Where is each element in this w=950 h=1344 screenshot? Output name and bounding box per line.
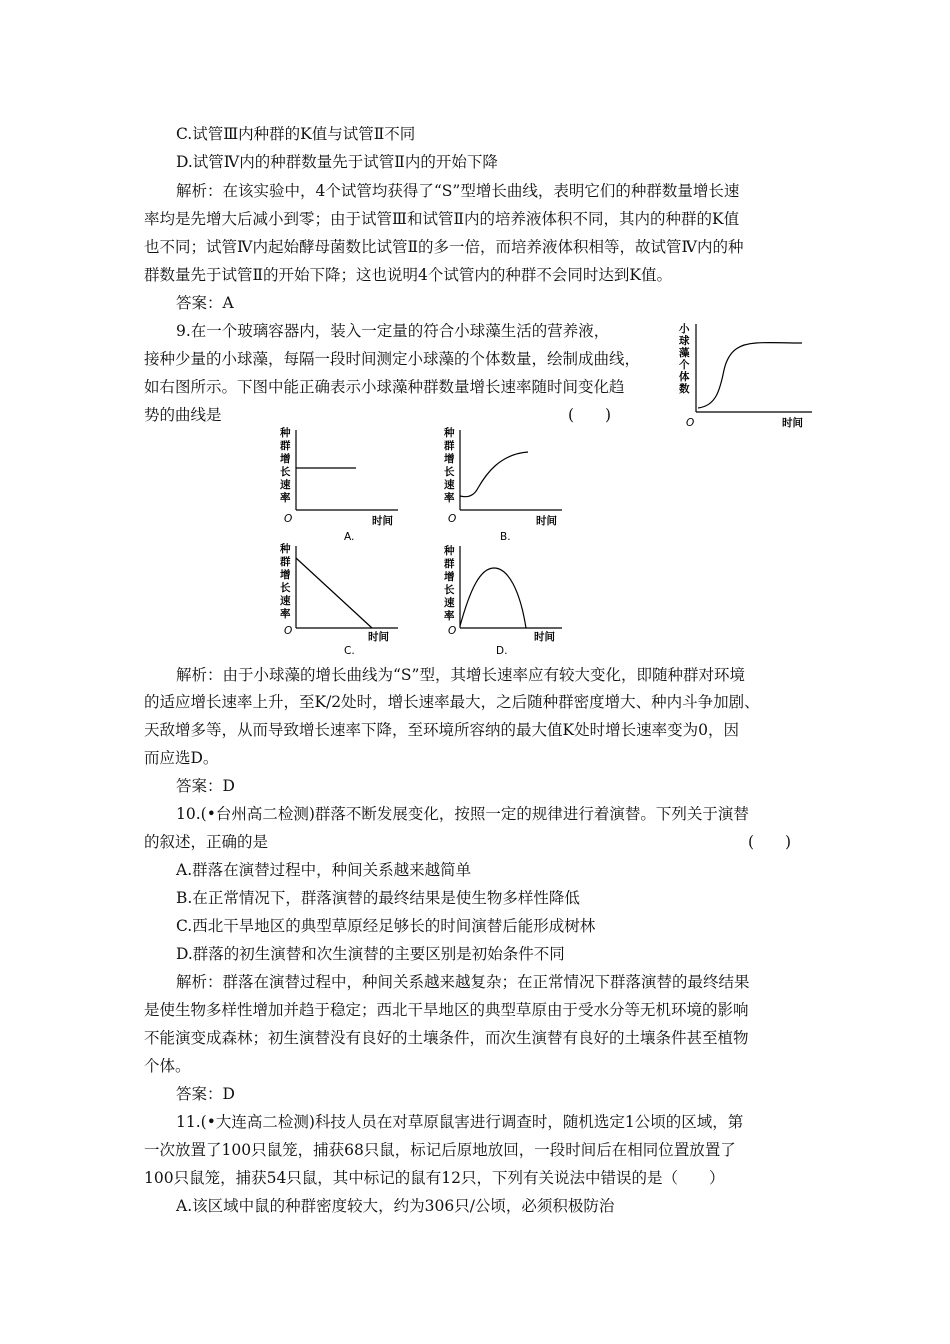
ylabel-char: 速 (444, 597, 455, 609)
q9-analysis-line: 的适应增长速率上升，至K/2处时，增长速率最大，之后随种群密度增大、种内斗争加剧、 (144, 693, 760, 711)
xaxis-label: 时间 (372, 515, 393, 527)
xaxis-label: 时间 (534, 631, 555, 643)
q8-analysis-line: 率均是先增大后减小到零；由于试管Ⅲ和试管Ⅱ内的培养液体积不同，其内的种群的K值 (144, 210, 740, 228)
q8-analysis-line: 群数量先于试管Ⅱ的开始下降；这也说明4个试管内的种群不会同时达到K值。 (144, 266, 672, 284)
ylabel-char: 群 (444, 440, 455, 452)
q8-option-c: C.试管Ⅲ内种群的K值与试管Ⅱ不同 (176, 125, 416, 143)
ylabel-char: 速 (444, 479, 455, 491)
xaxis-label: 时间 (368, 631, 389, 643)
origin-label: O (448, 625, 457, 637)
q8-analysis-line: 解析：在该实验中，4个试管均获得了“S”型增长曲线，表明它们的种群数量增长速 (176, 182, 740, 200)
ylabel-char: 球 (679, 335, 690, 347)
ylabel-char: 增 (444, 453, 455, 465)
q10-option: B.在正常情况下，群落演替的最终结果是使生物多样性降低 (176, 889, 580, 907)
declining-line (296, 558, 372, 628)
q11-stem-line: 11.(•大连高二检测)科技人员在对草原鼠害进行调查时，随机选定1公顷的区域，第 (176, 1113, 744, 1131)
ylabel-char: 率 (280, 608, 291, 620)
ylabel-char: 增 (280, 453, 291, 465)
q11-stem-line: 100只鼠笼，捕获54只鼠，其中标记的鼠有12只，下列有关说法中错误的是（ ） (144, 1169, 725, 1187)
chart-caption: B. (500, 531, 511, 543)
q9-stem-line: 势的曲线是 (144, 406, 222, 424)
ylabel-char: 种 (280, 427, 291, 439)
ylabel-char: 速 (280, 479, 291, 491)
q9-option-chart-b (440, 426, 570, 548)
q10-analysis-line: 不能演变成森林；初生演替没有良好的土壤条件，而次生演替有良好的土壤条件甚至植物 (144, 1029, 749, 1047)
origin-label: O (284, 625, 293, 637)
ylabel-char: 藻 (679, 347, 690, 359)
q9-option-chart-c (276, 540, 406, 662)
q11-stem-line: 一次放置了100只鼠笼，捕获68只鼠，标记后原地放回，一段时间后在相同位置放置了 (144, 1141, 736, 1159)
s-curve (698, 343, 802, 408)
ylabel-char: 体 (679, 371, 690, 383)
q9-analysis-line: 天敌增多等，从而导致增长速率下降，至环境所容纳的最大值K处时增长速率变为0，因 (144, 721, 739, 739)
q9-option-chart-a (276, 426, 406, 548)
origin-label: O (284, 513, 293, 525)
ylabel-char: 长 (444, 584, 455, 596)
origin-label: O (448, 513, 457, 525)
ylabel-char: 群 (280, 440, 291, 452)
chart-caption: C. (344, 645, 355, 657)
q10-option: A.群落在演替过程中，种间关系越来越简单 (176, 861, 472, 879)
s-curve (460, 452, 528, 497)
ylabel-char: 速 (280, 595, 291, 607)
q10-analysis-line: 解析：群落在演替过程中，种间关系越来越复杂；在正常情况下群落演替的最终结果 (176, 973, 750, 991)
ylabel-char: 长 (280, 466, 291, 478)
q10-analysis-line: 个体。 (144, 1057, 191, 1075)
ylabel-char: 小 (679, 323, 690, 335)
chart-caption: D. (496, 645, 508, 657)
main-figure-ylabel (679, 322, 690, 395)
q8-option-d: D.试管Ⅳ内的种群数量先于试管Ⅱ内的开始下降 (176, 153, 498, 171)
q9-stem-line: 9.在一个玻璃容器内，装入一定量的符合小球藻生活的营养液， (176, 322, 610, 340)
q9-option-chart-d (440, 540, 570, 662)
q10-answer-paren: ( ) (748, 833, 792, 851)
ylabel-char: 个 (679, 359, 690, 371)
q10-stem-line: 10.(•台州高二检测)群落不断发展变化，按照一定的规律进行着演替。下列关于演替 (176, 805, 749, 823)
ylabel-char: 群 (444, 558, 455, 570)
ylabel-char: 种 (444, 545, 455, 557)
hump-curve (460, 568, 526, 628)
q8-answer: 答案：A (176, 294, 234, 312)
ylabel-char: 种 (280, 543, 291, 555)
ylabel-char: 增 (280, 569, 291, 581)
q9-main-figure (672, 318, 822, 438)
xaxis-label: 时间 (782, 417, 803, 429)
q9-analysis-line: 解析：由于小球藻的增长曲线为“S”型，其增长速率应有较大变化，即随种群对环境 (176, 666, 745, 684)
q9-stem-line: 如右图所示。下图中能正确表示小球藻种群数量增长速率随时间变化趋 (144, 378, 625, 396)
q10-option: C.西北干旱地区的典型草原经足够长的时间演替后能形成树林 (176, 917, 596, 935)
q8-analysis-line: 也不同；试管Ⅳ内起始酵母菌数比试管Ⅱ的多一倍，而培养液体积相等，故试管Ⅳ内的种 (144, 238, 744, 256)
ylabel-char: 增 (444, 571, 455, 583)
q9-answer-paren: ( ) (568, 406, 612, 424)
ylabel-char: 群 (280, 556, 291, 568)
ylabel-char: 率 (444, 492, 455, 504)
ylabel-char: 长 (280, 582, 291, 594)
q9-answer: 答案：D (176, 777, 235, 795)
origin-label: O (686, 417, 695, 429)
q9-analysis-line: 而应选D。 (144, 749, 219, 767)
ylabel-char: 种 (444, 427, 455, 439)
xaxis-label: 时间 (536, 515, 557, 527)
ylabel-char: 长 (444, 466, 455, 478)
q9-stem-line: 接种少量的小球藻，每隔一段时间测定小球藻的个体数量，绘制成曲线， (144, 350, 641, 368)
q10-answer: 答案：D (176, 1085, 235, 1103)
ylabel-char: 率 (280, 492, 291, 504)
q10-option: D.群落的初生演替和次生演替的主要区别是初始条件不同 (176, 945, 565, 963)
q10-stem-line: 的叙述，正确的是 (144, 833, 269, 851)
chart-caption: A. (344, 531, 355, 543)
ylabel-char: 率 (444, 610, 455, 622)
q10-analysis-line: 是使生物多样性增加并趋于稳定；西北干旱地区的典型草原由于受水分等无机环境的影响 (144, 1001, 749, 1019)
ylabel-char: 数 (679, 383, 690, 395)
q11-option-a: A.该区域中鼠的种群密度较大，约为306只/公顷，必须积极防治 (176, 1197, 615, 1215)
